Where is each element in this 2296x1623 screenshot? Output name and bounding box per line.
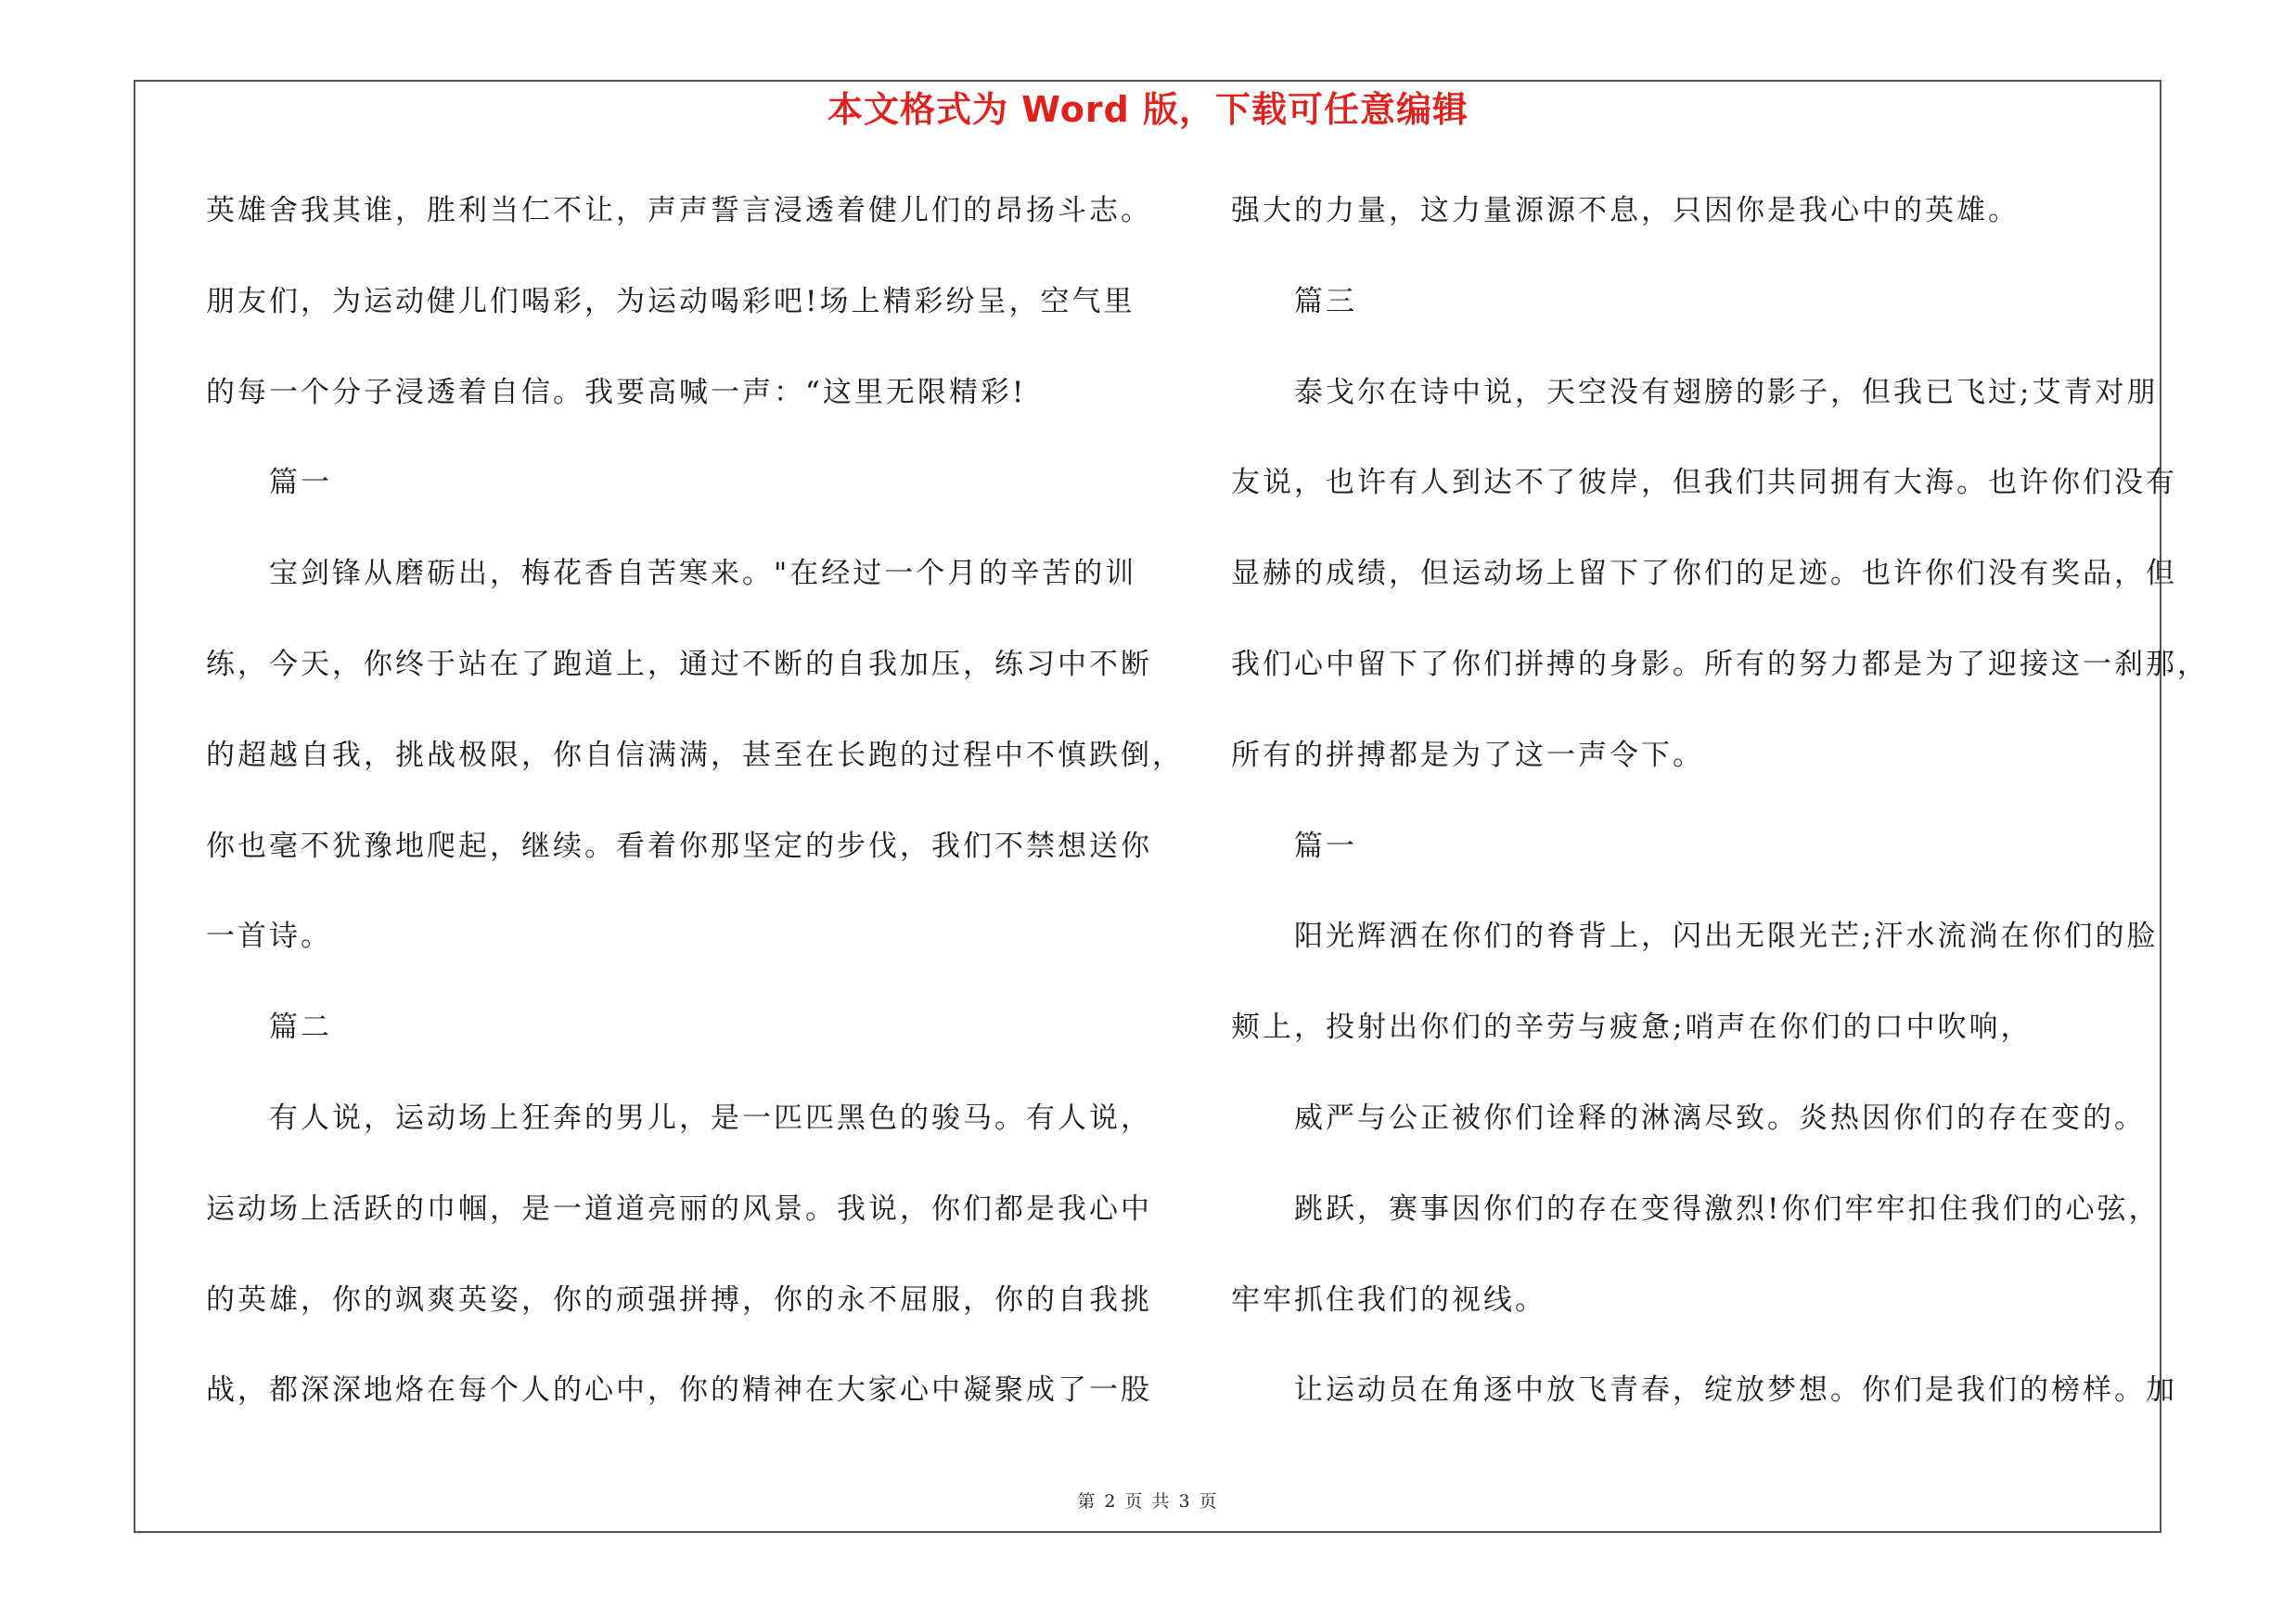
text-line: 泰戈尔在诗中说，天空没有翅膀的影子，但我已飞过;艾青对朋 bbox=[1294, 375, 2159, 409]
page-number-footer: 第 2 页 共 3 页 bbox=[1077, 1491, 1219, 1512]
text-line: 你也毫不犹豫地爬起，继续。看着你那坚定的步伐，我们不禁想送你 bbox=[206, 829, 1152, 863]
text-line: 的超越自我，挑战极限，你自信满满，甚至在长跑的过程中不慎跌倒， bbox=[206, 738, 1184, 772]
text-line: 有人说，运动场上狂奔的男儿，是一匹匹黑色的骏马。有人说， bbox=[269, 1101, 1152, 1135]
text-line: 练，今天，你终于站在了跑道上，通过不断的自我加压，练习中不断 bbox=[206, 647, 1152, 681]
right-text-column bbox=[1231, 184, 2209, 1454]
text-line: 所有的拼搏都是为了这一声令下。 bbox=[1231, 738, 1704, 772]
text-line: 跳跃，赛事因你们的存在变得激烈!你们牢牢扣住我们的心弦， bbox=[1294, 1191, 2161, 1226]
text-line: 的英雄，你的飒爽英姿，你的顽强拼搏，你的永不屈服，你的自我挑 bbox=[206, 1282, 1152, 1317]
text-line: 战，都深深地烙在每个人的心中，你的精神在大家心中凝聚成了一股 bbox=[206, 1373, 1152, 1408]
text-line: 我们心中留下了你们拼搏的身影。所有的努力都是为了迎接这一刹那， bbox=[1231, 647, 2209, 681]
text-line: 颊上，投射出你们的辛劳与疲惫;哨声在你们的口中吹响， bbox=[1231, 1011, 2033, 1045]
format-banner: 本文格式为 Word 版，下载可任意编辑 bbox=[827, 89, 1469, 130]
text-line: 友说，也许有人到达不了彼岸，但我们共同拥有大海。也许你们没有 bbox=[1231, 466, 2177, 500]
text-line: 宝剑锋从磨砺出，梅花香自苦寒来。"在经过一个月的辛苦的训 bbox=[269, 557, 1137, 591]
text-line: 篇一 bbox=[269, 466, 332, 500]
text-line: 显赫的成绩，但运动场上留下了你们的足迹。也许你们没有奖品，但 bbox=[1231, 557, 2177, 591]
text-line: 强大的力量，这力量源源不息，只因你是我心中的英雄。 bbox=[1231, 194, 2020, 227]
left-text-column bbox=[206, 184, 1184, 1454]
text-line: 阳光辉洒在你们的脊背上，闪出无限光芒;汗水流淌在你们的脸 bbox=[1294, 920, 2159, 954]
text-line: 篇三 bbox=[1294, 284, 1357, 318]
text-line: 的每一个分子浸透着自信。我要高喊一声：“这里无限精彩! bbox=[206, 375, 1027, 409]
text-line: 英雄舍我其谁，胜利当仁不让，声声誓言浸透着健儿们的昂扬斗志。 bbox=[206, 194, 1152, 227]
text-line: 运动场上活跃的巾帼，是一道道亮丽的风景。我说，你们都是我心中 bbox=[206, 1191, 1152, 1226]
text-line: 威严与公正被你们诠释的淋漓尽致。炎热因你们的存在变的。 bbox=[1294, 1101, 2146, 1135]
text-line: 一首诗。 bbox=[206, 920, 332, 954]
text-line: 让运动员在角逐中放飞青春，绽放梦想。你们是我们的榜样。加 bbox=[1294, 1373, 2177, 1408]
text-line: 牢牢抓住我们的视线。 bbox=[1231, 1282, 1546, 1317]
text-line: 篇一 bbox=[1294, 829, 1357, 863]
text-line: 篇二 bbox=[269, 1011, 332, 1045]
text-line: 朋友们，为运动健儿们喝彩，为运动喝彩吧!场上精彩纷呈，空气里 bbox=[206, 284, 1135, 318]
